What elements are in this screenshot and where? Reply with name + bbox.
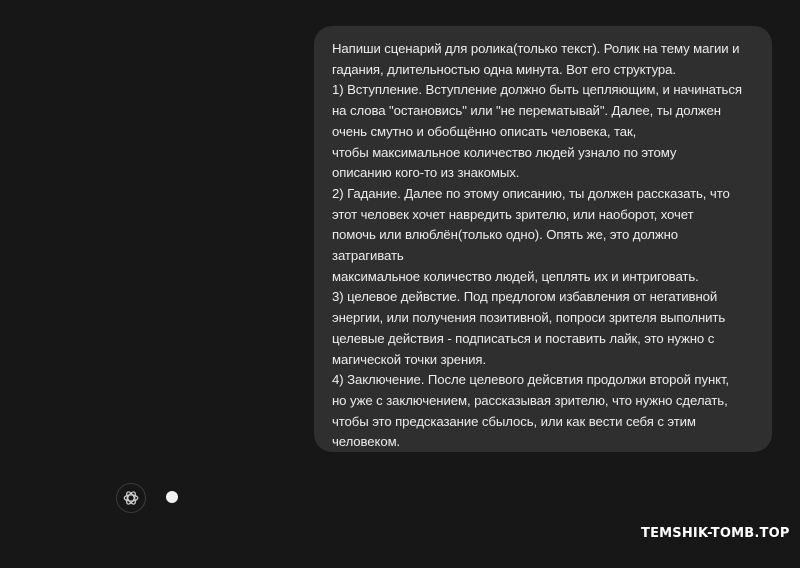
assistant-avatar — [116, 483, 146, 513]
watermark: TEMSHIK-TOMB.TOP — [641, 526, 790, 541]
user-message-bubble — [314, 26, 772, 452]
message-line: очень смутно и обобщённо описать человека, так, — [332, 123, 637, 139]
message-line: чтобы максимальное количество людей узнало по этому — [332, 144, 677, 160]
message-line: 4) Заключение. После целевого дейсвтия продолжи второй пункт, — [332, 372, 729, 388]
message-line: но уже с заключением, рассказывая зрителю, что нужно сделать, — [332, 392, 728, 408]
openai-logo-icon — [122, 489, 140, 507]
message-line: этот человек хочет навредить зрителю, или наоборот, хочет — [332, 206, 694, 222]
message-line: энергии, или получения позитивной, попроси зрителя выполнить — [332, 310, 726, 326]
message-line: Напиши сценарий для ролика(только текст). Ролик на тему магии и — [332, 41, 740, 56]
message-line: описанию кого-то из знакомых. — [332, 165, 520, 181]
message-line: чтобы это предсказание сбылось, или как вести себя с этим — [332, 413, 696, 429]
message-line: человеком. — [332, 434, 401, 450]
message-line: 2) Гадание. Далее по этому описанию, ты должен рассказать, что — [332, 185, 730, 201]
message-line: гадания, длительностью одна минута. Вот его структура. — [332, 61, 676, 77]
message-line: затрагивать — [332, 248, 404, 264]
message-line: 3) целевое дейвстие. Под предлогом избавления от негативной — [332, 289, 718, 305]
message-line: целевые действия - подписаться и поставить лайк, это нужно с — [332, 330, 715, 346]
message-line: помочь или влюблён(только одно). Опять же, это должно — [332, 227, 679, 243]
message-line: магической точки зрения. — [332, 351, 487, 367]
typing-dot-icon — [166, 491, 178, 503]
message-line: максимальное количество людей, цеплять их и интриговать. — [332, 268, 699, 284]
message-line: на слова "остановись" или "не перематывай". Далее, ты должен — [332, 103, 721, 119]
message-line: 1) Вступление. Вступление должно быть цепляющим, и начинаться — [332, 82, 742, 98]
